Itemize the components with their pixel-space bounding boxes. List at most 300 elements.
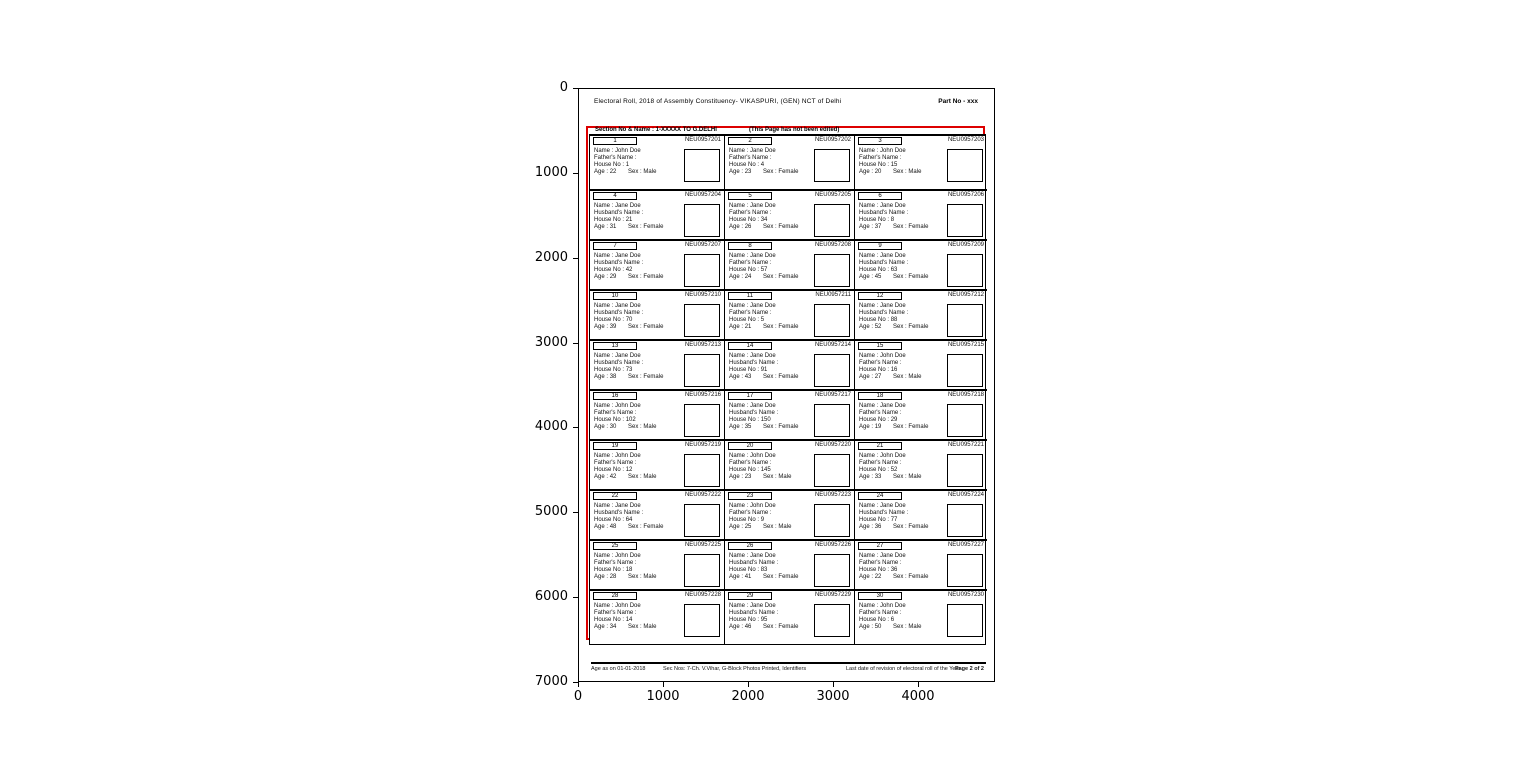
voter-card <box>854 289 987 339</box>
photo-box <box>684 554 720 587</box>
house-number: 14 <box>625 617 633 623</box>
photo-box <box>947 604 983 637</box>
voter-details <box>859 403 949 431</box>
name-line <box>594 553 684 560</box>
serial-number: 8 <box>748 243 752 249</box>
photo-box <box>947 504 983 537</box>
voter-details <box>594 203 684 231</box>
voter-details <box>729 553 819 581</box>
house-line <box>859 217 949 224</box>
sex-value: Male <box>908 624 922 630</box>
voter-name: Jane Doe <box>750 303 776 309</box>
sex-label: Sex : <box>763 224 777 230</box>
photo-box <box>684 504 720 537</box>
name-label: Name : <box>859 253 879 259</box>
name-label: Name : <box>594 253 614 259</box>
name-label: Name : <box>859 148 879 154</box>
voter-name: Jane Doe <box>750 603 776 609</box>
age-sex-line <box>729 374 819 381</box>
relation-label: Husband's Name : <box>859 510 909 516</box>
sex-label: Sex : <box>628 474 642 480</box>
house-label: House No : <box>594 617 625 623</box>
house-number: 5 <box>760 317 765 323</box>
age-label: Age : <box>594 169 609 175</box>
name-label: Name : <box>859 503 879 509</box>
house-line <box>729 417 819 424</box>
age-sex-line <box>594 274 684 281</box>
serial-number: 16 <box>611 393 619 399</box>
voter-details <box>859 253 949 281</box>
house-label: House No : <box>859 567 890 573</box>
house-line <box>594 517 684 524</box>
house-label: House No : <box>859 267 890 273</box>
house-line <box>729 617 819 624</box>
house-number: 42 <box>625 267 633 273</box>
serial-number: 28 <box>611 593 619 599</box>
house-number: 6 <box>890 617 895 623</box>
house-line <box>594 417 684 424</box>
age-label: Age : <box>859 474 874 480</box>
serial-number-box <box>858 392 902 400</box>
sex-label: Sex : <box>628 224 642 230</box>
house-label: House No : <box>729 367 760 373</box>
name-line <box>594 253 684 260</box>
house-line <box>594 467 684 474</box>
footer-revision-note: Last date of revision of electoral roll of the Year <box>846 666 961 672</box>
photo-box <box>814 149 850 182</box>
voter-name: John Doe <box>615 603 641 609</box>
footer-sections-note: Sec Nos: 7-Ch. V.Vihar, G-Block Photos Printed, Identifiers <box>663 666 807 672</box>
epic-number: NEU0957203 <box>947 137 984 143</box>
y-axis-tick-label: 1000 <box>534 164 568 180</box>
age-sex-line <box>594 524 684 531</box>
voter-details <box>594 303 684 331</box>
name-label: Name : <box>729 148 749 154</box>
age-value: 23 <box>744 169 752 175</box>
name-label: Name : <box>859 303 879 309</box>
epic-number: NEU0957208 <box>814 242 851 248</box>
sex-value: Male <box>908 474 922 480</box>
sex-value: Female <box>908 224 929 230</box>
house-number: 95 <box>760 617 768 623</box>
house-number: 1 <box>625 162 630 168</box>
name-line <box>729 148 819 155</box>
voter-card <box>854 389 987 439</box>
sex-label: Sex : <box>893 169 907 175</box>
age-label: Age : <box>859 274 874 280</box>
house-number: 102 <box>625 417 636 423</box>
serial-number: 1 <box>613 138 617 144</box>
voter-details <box>594 553 684 581</box>
age-label: Age : <box>859 574 874 580</box>
age-sex-line <box>594 474 684 481</box>
name-line <box>859 303 949 310</box>
epic-number: NEU0957218 <box>947 392 984 398</box>
voter-card-grid <box>589 134 986 645</box>
name-label: Name : <box>594 503 614 509</box>
epic-number: NEU0957207 <box>684 242 721 248</box>
name-line <box>729 203 819 210</box>
epic-number: NEU0957215 <box>947 342 984 348</box>
house-line <box>729 317 819 324</box>
house-line <box>859 267 949 274</box>
sex-label: Sex : <box>628 574 642 580</box>
voter-card <box>590 489 724 539</box>
sex-value: Female <box>778 224 799 230</box>
y-axis-tick <box>573 512 578 513</box>
page-title: Electoral Roll, 2018 of Assembly Constituency- VIKASPURI, (GEN) NCT of Delhi <box>594 98 842 105</box>
voter-name: Jane Doe <box>880 553 906 559</box>
name-line <box>859 503 949 510</box>
relation-label: Husband's Name : <box>729 610 779 616</box>
voter-details <box>859 203 949 231</box>
epic-number: NEU0957202 <box>814 137 851 143</box>
voter-details <box>859 603 949 631</box>
house-number: 52 <box>890 467 898 473</box>
sex-label: Sex : <box>628 274 642 280</box>
house-number: 57 <box>760 267 768 273</box>
serial-number: 10 <box>611 293 619 299</box>
voter-name: Jane Doe <box>880 253 906 259</box>
house-label: House No : <box>859 317 890 323</box>
age-label: Age : <box>594 524 609 530</box>
house-label: House No : <box>729 617 760 623</box>
age-label: Age : <box>729 624 744 630</box>
footer-page-number: Page 2 of 2 <box>954 666 984 672</box>
age-label: Age : <box>729 424 744 430</box>
age-sex-line <box>859 224 949 231</box>
serial-number-box <box>858 342 902 350</box>
age-sex-line <box>729 324 819 331</box>
name-label: Name : <box>594 553 614 559</box>
name-label: Name : <box>729 603 749 609</box>
voter-card <box>590 289 724 339</box>
house-label: House No : <box>594 567 625 573</box>
sex-value: Female <box>643 374 664 380</box>
serial-number-box <box>593 137 637 145</box>
age-label: Age : <box>594 374 609 380</box>
photo-box <box>947 254 983 287</box>
sex-label: Sex : <box>893 374 907 380</box>
house-number: 91 <box>760 367 768 373</box>
voter-name: Jane Doe <box>880 403 906 409</box>
name-line <box>859 603 949 610</box>
voter-name: John Doe <box>880 353 906 359</box>
epic-number: NEU0957225 <box>684 542 721 548</box>
house-line <box>859 617 949 624</box>
name-label: Name : <box>859 403 879 409</box>
serial-number-box <box>728 542 772 550</box>
voter-card <box>724 339 854 389</box>
voter-name: Jane Doe <box>880 203 906 209</box>
relation-label: Father's Name : <box>859 360 902 366</box>
sex-label: Sex : <box>628 624 642 630</box>
age-label: Age : <box>594 424 609 430</box>
serial-number: 20 <box>746 443 754 449</box>
age-value: 23 <box>744 474 752 480</box>
epic-number: NEU0957205 <box>814 192 851 198</box>
house-number: 64 <box>625 517 633 523</box>
serial-number-box <box>728 242 772 250</box>
age-value: 46 <box>744 624 752 630</box>
sex-value: Male <box>643 169 657 175</box>
relation-label: Husband's Name : <box>859 310 909 316</box>
house-label: House No : <box>729 267 760 273</box>
name-line <box>729 253 819 260</box>
sex-value: Female <box>643 224 664 230</box>
serial-number-box <box>593 592 637 600</box>
age-sex-line <box>729 524 819 531</box>
x-axis-tick <box>833 682 834 687</box>
age-label: Age : <box>729 474 744 480</box>
age-sex-line <box>729 224 819 231</box>
age-value: 43 <box>744 374 752 380</box>
epic-number: NEU0957224 <box>947 492 984 498</box>
x-axis-tick <box>663 682 664 687</box>
x-axis-tick-label: 0 <box>573 689 583 704</box>
voter-details <box>729 603 819 631</box>
name-label: Name : <box>594 353 614 359</box>
age-sex-line <box>859 424 949 431</box>
voter-card <box>854 189 987 239</box>
name-line <box>859 403 949 410</box>
photo-box <box>684 354 720 387</box>
name-line <box>594 353 684 360</box>
house-label: House No : <box>729 567 760 573</box>
serial-number: 23 <box>746 493 754 499</box>
age-label: Age : <box>729 524 744 530</box>
photo-box <box>684 404 720 437</box>
serial-number: 29 <box>746 593 754 599</box>
age-value: 36 <box>874 524 882 530</box>
house-line <box>729 517 819 524</box>
photo-box <box>814 454 850 487</box>
voter-card <box>590 239 724 289</box>
age-sex-line <box>859 524 949 531</box>
house-number: 77 <box>890 517 898 523</box>
age-sex-line <box>729 274 819 281</box>
voter-details <box>729 253 819 281</box>
age-label: Age : <box>859 424 874 430</box>
voter-name: John Doe <box>615 148 641 154</box>
epic-number: NEU0957216 <box>684 392 721 398</box>
house-number: 145 <box>760 467 771 473</box>
house-label: House No : <box>859 517 890 523</box>
epic-number: NEU0957212 <box>947 292 984 298</box>
voter-card <box>590 539 724 589</box>
house-label: House No : <box>594 467 625 473</box>
relation-label: Husband's Name : <box>594 510 644 516</box>
sex-label: Sex : <box>893 474 907 480</box>
house-label: House No : <box>729 317 760 323</box>
age-value: 37 <box>874 224 882 230</box>
relation-label: Husband's Name : <box>859 260 909 266</box>
voter-name: John Doe <box>880 453 906 459</box>
name-line <box>729 603 819 610</box>
name-line <box>594 503 684 510</box>
relation-label: Husband's Name : <box>594 210 644 216</box>
y-axis-tick <box>573 88 578 89</box>
voter-card <box>590 389 724 439</box>
house-number: 18 <box>625 567 633 573</box>
name-label: Name : <box>729 403 749 409</box>
name-line <box>859 203 949 210</box>
age-label: Age : <box>859 524 874 530</box>
serial-number-box <box>728 592 772 600</box>
house-label: House No : <box>859 217 890 223</box>
sex-label: Sex : <box>893 424 907 430</box>
sex-value: Female <box>643 524 664 530</box>
photo-box <box>947 204 983 237</box>
name-label: Name : <box>594 403 614 409</box>
age-label: Age : <box>859 624 874 630</box>
age-sex-line <box>594 424 684 431</box>
age-value: 21 <box>744 324 752 330</box>
epic-number: NEU0957217 <box>814 392 851 398</box>
serial-number-box <box>593 292 637 300</box>
x-axis-tick-label: 3000 <box>816 689 850 704</box>
sex-value: Male <box>908 169 922 175</box>
name-label: Name : <box>729 553 749 559</box>
age-value: 24 <box>744 274 752 280</box>
house-label: House No : <box>594 317 625 323</box>
name-line <box>859 453 949 460</box>
serial-number-box <box>593 242 637 250</box>
section-name: Section No & Name : 1-XXXXX TO G.DELHI <box>595 127 717 133</box>
serial-number: 21 <box>876 443 884 449</box>
photo-box <box>684 149 720 182</box>
sex-value: Female <box>778 574 799 580</box>
relation-label: Husband's Name : <box>594 260 644 266</box>
name-label: Name : <box>859 453 879 459</box>
serial-number: 19 <box>611 443 619 449</box>
age-value: 42 <box>609 474 617 480</box>
voter-name: John Doe <box>750 453 776 459</box>
voter-name: John Doe <box>615 553 641 559</box>
voter-name: John Doe <box>615 453 641 459</box>
house-number: 150 <box>760 417 771 423</box>
serial-number: 3 <box>878 138 882 144</box>
footer-age-note: Age as on 01-01-2018 <box>591 666 646 672</box>
voter-card <box>724 136 854 189</box>
relation-label: Father's Name : <box>859 155 902 161</box>
sex-value: Male <box>643 624 657 630</box>
photo-box <box>814 204 850 237</box>
name-label: Name : <box>594 303 614 309</box>
serial-number-box <box>728 442 772 450</box>
voter-name: Jane Doe <box>880 503 906 509</box>
serial-number: 6 <box>878 193 882 199</box>
relation-label: Husband's Name : <box>729 410 779 416</box>
y-axis-tick <box>573 427 578 428</box>
voter-details <box>594 253 684 281</box>
photo-box <box>814 404 850 437</box>
voter-details <box>729 403 819 431</box>
name-label: Name : <box>594 453 614 459</box>
y-axis-tick-label: 5000 <box>534 504 568 520</box>
sex-label: Sex : <box>628 169 642 175</box>
house-number: 4 <box>760 162 765 168</box>
serial-number-box <box>858 492 902 500</box>
relation-label: Father's Name : <box>729 310 772 316</box>
voter-name: Jane Doe <box>615 353 641 359</box>
name-line <box>594 203 684 210</box>
name-label: Name : <box>859 203 879 209</box>
epic-number: NEU0957214 <box>814 342 851 348</box>
house-label: House No : <box>729 217 760 223</box>
epic-number: NEU0957213 <box>684 342 721 348</box>
voter-name: Jane Doe <box>615 253 641 259</box>
name-label: Name : <box>729 203 749 209</box>
section-note: (This Page has not been edited) <box>749 127 840 133</box>
relation-label: Husband's Name : <box>729 560 779 566</box>
name-line <box>594 148 684 155</box>
house-label: House No : <box>594 267 625 273</box>
name-label: Name : <box>594 603 614 609</box>
age-sex-line <box>729 474 819 481</box>
age-sex-line <box>859 624 949 631</box>
sex-label: Sex : <box>763 624 777 630</box>
relation-label: Husband's Name : <box>594 360 644 366</box>
voter-details <box>859 503 949 531</box>
name-label: Name : <box>859 353 879 359</box>
sex-label: Sex : <box>763 474 777 480</box>
house-number: 83 <box>760 567 768 573</box>
age-sex-line <box>729 424 819 431</box>
relation-label: Father's Name : <box>729 210 772 216</box>
voter-card <box>590 439 724 489</box>
age-label: Age : <box>594 324 609 330</box>
sex-value: Male <box>643 424 657 430</box>
serial-number: 25 <box>611 543 619 549</box>
house-line <box>594 317 684 324</box>
name-label: Name : <box>729 503 749 509</box>
house-line <box>729 367 819 374</box>
y-axis-tick-label: 2000 <box>534 249 568 265</box>
sex-label: Sex : <box>763 169 777 175</box>
sex-label: Sex : <box>893 324 907 330</box>
name-label: Name : <box>594 203 614 209</box>
serial-number: 9 <box>878 243 882 249</box>
epic-number: NEU0957230 <box>947 592 984 598</box>
voter-name: Jane Doe <box>750 148 776 154</box>
age-sex-line <box>594 324 684 331</box>
age-label: Age : <box>594 574 609 580</box>
house-number: 70 <box>625 317 633 323</box>
serial-number-box <box>728 392 772 400</box>
house-label: House No : <box>594 367 625 373</box>
photo-box <box>947 354 983 387</box>
epic-number: NEU0957223 <box>814 492 851 498</box>
age-sex-line <box>594 169 684 176</box>
age-label: Age : <box>594 624 609 630</box>
house-number: 9 <box>760 517 765 523</box>
house-line <box>594 567 684 574</box>
age-label: Age : <box>729 324 744 330</box>
relation-label: Father's Name : <box>594 155 637 161</box>
serial-number: 7 <box>613 243 617 249</box>
serial-number: 11 <box>746 293 754 299</box>
x-axis-tick <box>578 682 579 687</box>
age-value: 22 <box>609 169 617 175</box>
voter-card <box>724 539 854 589</box>
voter-card <box>854 589 987 644</box>
serial-number: 30 <box>876 593 884 599</box>
sex-value: Female <box>643 324 664 330</box>
serial-number: 27 <box>876 543 884 549</box>
name-line <box>729 403 819 410</box>
age-sex-line <box>859 169 949 176</box>
